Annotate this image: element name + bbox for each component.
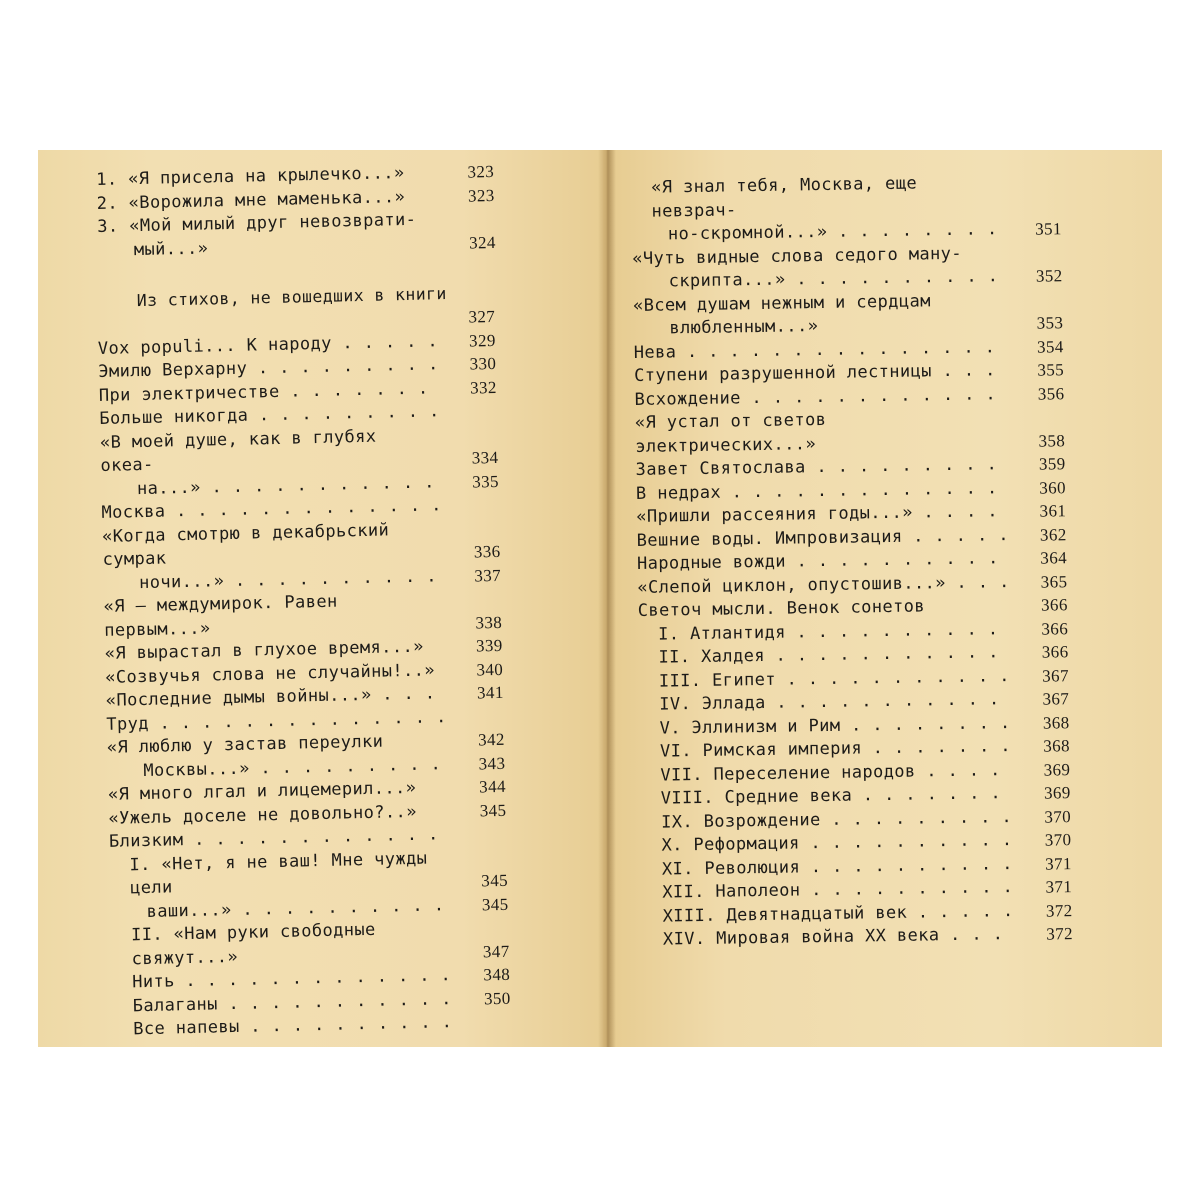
toc-entry-title: Эмилю Верхарну . . <box>98 353 438 384</box>
toc-entry-page-number: 327 <box>468 306 496 327</box>
toc-entry-title: XII. Наполеон . . <box>642 876 1014 905</box>
toc-entry-title: 1. «Я присела на крылечко...» <box>96 163 405 190</box>
toc-entry-title: «Всем душам нежным и сердцам <box>632 290 931 316</box>
left-toc-list <box>97 305 511 1042</box>
toc-entry-title: Ступени разрушенной лестницы . . <box>634 359 1006 388</box>
toc-entry-page-number: 339 <box>475 635 503 656</box>
toc-entry-page-number: 361 <box>1039 501 1067 521</box>
toc-entry-title: II. Халдея . . <box>638 641 1010 670</box>
toc-entry-title: I. «Нет, я не ваш! Мне чужды цели <box>129 847 439 899</box>
toc-entry-title: XI. Революция . . <box>642 853 1014 882</box>
toc-entry-page-number: 323 <box>467 185 495 206</box>
toc-entry-title: «Чуть видные слова седого ману- <box>632 243 963 269</box>
toc-entry-page-number: 369 <box>1043 759 1071 780</box>
toc-entry-title: Vox populi... К народу . . <box>98 330 438 361</box>
toc-entry-page-number: 367 <box>1042 665 1070 686</box>
toc-entry <box>635 405 1066 459</box>
toc-entry-page-number: 364 <box>1040 548 1068 568</box>
toc-entry-title: «Созвучья слова не случайны!..» <box>105 659 436 688</box>
toc-entry-title: мый...» <box>133 237 209 260</box>
toc-entry-title: «Когда смотрю в декабрьский сумрак <box>101 519 401 570</box>
toc-entry-page-number: 352 <box>1035 266 1063 286</box>
toc-entry-title: Близким . . <box>109 823 449 854</box>
toc-entry-page-number: 368 <box>1042 712 1070 733</box>
toc-entry-title: VIII. Средние века . . <box>641 782 1013 811</box>
toc-entry-title: «Пришли рассеяния годы...» . . <box>636 500 1008 529</box>
toc-entry-page-number: 350 <box>483 988 511 1008</box>
toc-entry-page-number: 367 <box>1042 689 1070 709</box>
toc-entry <box>631 170 1062 224</box>
toc-entry-page-number: 335 <box>472 471 500 492</box>
toc-entry-title: Труд . . <box>106 706 446 737</box>
toc-entry-title: Москва . . <box>101 494 441 525</box>
toc-entry-page-number: 348 <box>483 964 511 985</box>
toc-entry-title: ночи...» . . <box>103 565 443 596</box>
toc-entry-title: Народные вожди . . <box>637 547 1009 576</box>
toc-entry-page-number: 371 <box>1044 853 1072 874</box>
toc-entry-page-number: 360 <box>1039 477 1067 498</box>
toc-entry-title: VI. Римская империя . . <box>640 735 1012 764</box>
toc-entry-title: «Я много лгал и лицемерил...» <box>107 777 417 805</box>
toc-entry-title: но-скромной...» . . <box>632 218 1004 247</box>
toc-entry-page-number: 366 <box>1041 642 1069 662</box>
toc-entry-page-number: 334 <box>471 447 499 468</box>
toc-entry-title: 3. «Мой милый друг невозврати- <box>97 209 417 237</box>
toc-entry-page-number: 371 <box>1045 877 1073 897</box>
toc-entry-title: В недрах . . <box>636 477 1008 506</box>
toc-entry-page-number: 345 <box>479 800 507 820</box>
toc-entry-page-number: 365 <box>1040 571 1068 592</box>
toc-entry-title: I. Атлантидя . . <box>638 618 1010 647</box>
toc-entry-page-number: 337 <box>474 565 502 585</box>
toc-entry-page-number <box>453 1033 511 1034</box>
toc-entry-title: Больше никогда . . <box>99 400 439 431</box>
toc-entry-title: X. Реформация . . <box>641 829 1013 858</box>
toc-entry-page-number: 338 <box>475 612 503 632</box>
toc-entry-page-number: 354 <box>1036 336 1064 357</box>
toc-entry-page-number: 345 <box>481 894 509 914</box>
toc-entry-page-number: 336 <box>473 541 501 562</box>
toc-entry-title: Завет Святослава . . <box>635 453 1007 482</box>
toc-entry-title: скрипта...» . . <box>632 265 1004 294</box>
toc-entry-title: Всхождение . . <box>634 383 1006 412</box>
toc-entry-page-number: 355 <box>1037 360 1065 380</box>
toc-entry-page-number: 368 <box>1043 736 1071 756</box>
toc-entry-title: «Слепой циклон, опустошив...» . . <box>637 571 1009 600</box>
toc-entry-title: «В моей душе, как в глубях океа- <box>99 425 388 476</box>
toc-entry-title: «Последние дымы войны...» . . <box>106 682 446 713</box>
toc-entry-page-number: 358 <box>1038 430 1066 451</box>
toc-entry-page-number: 366 <box>1040 595 1068 615</box>
toc-entry-title: «Я знал тебя, Москва, еще невзрач- <box>651 173 928 222</box>
toc-entry-title: Светоч мысли. Венок сонетов <box>637 596 926 621</box>
toc-entry-page-number: 329 <box>468 330 496 351</box>
toc-entry-title: XIII. Девятнадцатый век . . <box>642 900 1014 929</box>
toc-entry-title: При электричестве . . <box>99 377 439 408</box>
left-toc-section <box>96 259 511 1042</box>
toc-entry-page-number: 351 <box>1035 219 1063 239</box>
right-page <box>603 150 1162 1047</box>
toc-entry-page-number: 332 <box>469 377 498 398</box>
toc-entry-page-number: 356 <box>1037 383 1065 404</box>
toc-entry-page-number: 366 <box>1041 618 1069 639</box>
toc-entry-page-number: 340 <box>476 659 504 679</box>
book-spread <box>38 150 1162 1047</box>
toc-entry-title: «Я люблю у застав переулки <box>106 731 384 758</box>
section-heading: Из стихов, не вошедших в книги <box>136 284 447 311</box>
left-page <box>38 150 603 1047</box>
toc-entry-title: Нить . . <box>112 964 452 995</box>
left-toc-top <box>96 160 496 263</box>
toc-entry-page-number: 345 <box>481 870 509 891</box>
toc-entry-page-number: 372 <box>1045 900 1073 921</box>
toc-entry-page-number: 369 <box>1043 783 1071 803</box>
toc-entry-title: III. Египет . . <box>639 665 1011 694</box>
toc-entry-title: Все напевы . . <box>113 1011 453 1042</box>
toc-entry-title: IX. Возрождение . . <box>641 806 1013 835</box>
toc-entry-page-number: 372 <box>1046 924 1074 944</box>
toc-entry-title: Москвы...» . . <box>107 753 447 784</box>
toc-entry-title: IV. Эллада . . <box>639 688 1011 717</box>
toc-entry-title: II. «Нам руки свободные свяжут...» <box>130 919 387 969</box>
toc-entry-page-number: 343 <box>478 753 506 773</box>
toc-entry-title: «Я устал от светов электрических...» <box>634 409 838 457</box>
toc-entry-page-number: 342 <box>477 729 506 750</box>
toc-entry-title: ваши...» . . <box>110 894 450 925</box>
toc-entry-title: Балаганы . . <box>113 988 453 1019</box>
toc-entry-title: V. Эллинизм и Рим . . <box>639 712 1011 741</box>
toc-entry-page-number: 344 <box>478 776 507 797</box>
toc-entry-page-number: 370 <box>1044 830 1072 850</box>
toc-entry-title: на...» . . <box>101 471 441 502</box>
toc-entry-page-number: 341 <box>476 682 504 703</box>
toc-entry-title: XIV. Мировая война XX века . . <box>643 923 1015 952</box>
toc-entry-page-number: 362 <box>1039 524 1067 545</box>
toc-entry-page-number: 359 <box>1038 454 1066 474</box>
toc-entry-page-number: 347 <box>482 941 510 961</box>
toc-entry-page-number: 330 <box>469 353 497 374</box>
toc-entry-title: влюбленным...» <box>669 316 819 339</box>
toc-entry-title: VII. Переселение народов . . <box>640 759 1012 788</box>
toc-entry-page-number: 353 <box>1036 313 1064 333</box>
toc-entry-title: Нева . . <box>634 336 1006 365</box>
toc-entry-title: «Я вырастал в глухое время...» <box>104 636 424 664</box>
toc-entry-page-number: 323 <box>467 161 495 182</box>
toc-entry-title: «Ужель доселе не довольно?..» <box>108 801 418 829</box>
right-toc-list <box>631 170 1073 952</box>
toc-entry-title: 2. «Ворожила мне маменька...» <box>96 186 406 214</box>
toc-entry-page-number: 370 <box>1044 806 1072 827</box>
toc-entry-title: Вешние воды. Импровизация . . <box>637 524 1009 553</box>
toc-entry-title: «Я — междумирок. Равен первым...» <box>103 591 349 641</box>
toc-entry-page-number: 324 <box>468 232 496 253</box>
